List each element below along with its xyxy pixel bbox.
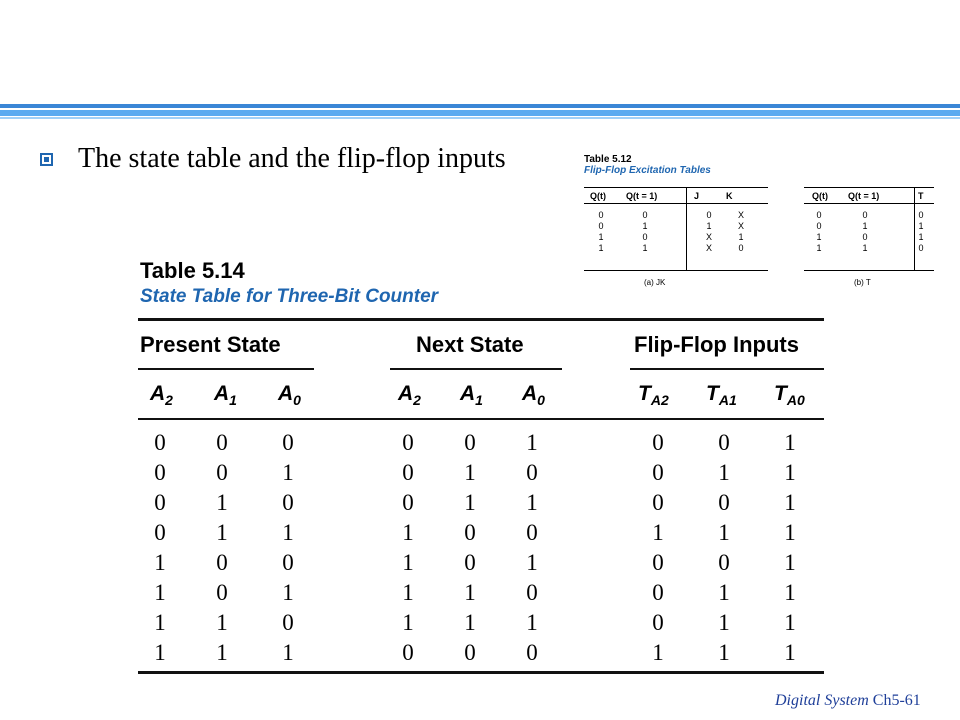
jk-cell: 1 — [706, 221, 712, 231]
column-header — [638, 382, 669, 408]
column-header-letter: T — [706, 382, 719, 405]
column-header — [522, 382, 545, 408]
table-cell: 1 — [154, 580, 166, 605]
t-cell: 1 — [816, 243, 822, 253]
table-cell: 1 — [216, 520, 228, 545]
table-cell: 0 — [526, 460, 538, 485]
jk-cell: 0 — [642, 210, 648, 220]
table-cell: 1 — [216, 490, 228, 515]
table-cell: 1 — [282, 580, 294, 605]
table-cell: 1 — [784, 640, 796, 665]
table-cell: 0 — [154, 460, 166, 485]
t-cell: 0 — [862, 210, 868, 220]
table-cell: 1 — [154, 640, 166, 665]
jk-cell: X — [705, 243, 712, 253]
t-cell: 0 — [816, 210, 822, 220]
jk-header: J — [694, 191, 700, 201]
state-table-label: Table 5.14 — [140, 258, 245, 283]
table-cell: 0 — [282, 430, 294, 455]
state-table — [138, 258, 838, 688]
jk-cell: 0 — [598, 210, 604, 220]
table-cell: 1 — [784, 490, 796, 515]
table-cell: 0 — [464, 550, 476, 575]
t-divider — [914, 187, 915, 270]
table-cell: 0 — [216, 430, 228, 455]
group-heading: Flip-Flop Inputs — [634, 332, 799, 357]
column-header — [460, 382, 483, 408]
table-cell: 0 — [402, 460, 414, 485]
table-cell: 1 — [464, 580, 476, 605]
table-cell: 0 — [526, 520, 538, 545]
jk-cell: 0 — [738, 243, 744, 253]
table-cell: 0 — [464, 640, 476, 665]
table-cell: 0 — [652, 580, 664, 605]
jk-cell: 1 — [642, 221, 648, 231]
jk-caption: (a) JK — [644, 278, 666, 287]
table-cell: 1 — [154, 550, 166, 575]
t-cell: 0 — [918, 243, 924, 253]
table-cell: 1 — [526, 430, 538, 455]
table-cell: 1 — [784, 460, 796, 485]
group-underline-inputs — [630, 368, 824, 370]
table-cell: 0 — [282, 610, 294, 635]
table-cell: 1 — [784, 430, 796, 455]
table-cell: 1 — [784, 550, 796, 575]
jk-cell: 0 — [598, 221, 604, 231]
column-header — [398, 382, 421, 408]
table-cell: 1 — [402, 550, 414, 575]
column-header-subscript: 2 — [413, 392, 421, 409]
excitation-table-title: Flip-Flop Excitation Tables — [584, 165, 711, 176]
jk-top-rule — [584, 187, 768, 188]
table-cell: 0 — [402, 490, 414, 515]
jk-header-rule — [584, 203, 768, 204]
bullet-text: The state table and the flip-flop inputs — [78, 143, 506, 174]
table-cell: 0 — [652, 490, 664, 515]
column-header-subscript: 0 — [537, 392, 545, 409]
bottom-rule — [138, 671, 824, 674]
t-cell: 1 — [862, 221, 868, 231]
table-cell: 1 — [652, 520, 664, 545]
table-cell: 1 — [784, 520, 796, 545]
jk-cell: 1 — [738, 232, 744, 242]
excitation-table-label: Table 5.12 — [584, 154, 632, 165]
table-cell: 1 — [718, 640, 730, 665]
t-cell: 1 — [816, 232, 822, 242]
column-header-letter: A — [460, 382, 476, 405]
table-cell: 1 — [784, 610, 796, 635]
t-cell: 1 — [918, 232, 924, 242]
table-cell: 1 — [718, 610, 730, 635]
header-rule — [138, 418, 824, 420]
table-cell: 1 — [718, 580, 730, 605]
table-cell: 1 — [216, 610, 228, 635]
table-cell: 1 — [154, 610, 166, 635]
bullet-icon — [40, 153, 53, 166]
group-underline-next — [390, 368, 562, 370]
t-cell: 1 — [918, 221, 924, 231]
table-cell: 0 — [464, 520, 476, 545]
table-cell: 1 — [402, 520, 414, 545]
slide-footer — [775, 692, 921, 710]
table-cell: 1 — [282, 460, 294, 485]
header-stripe — [0, 104, 960, 120]
column-header — [706, 382, 737, 408]
table-cell: 1 — [718, 520, 730, 545]
footer-page-number: Ch5-61 — [872, 692, 921, 709]
column-header-letter: A — [398, 382, 414, 405]
column-header-subscript: A2 — [650, 392, 669, 409]
table-cell: 1 — [718, 460, 730, 485]
table-cell: 1 — [784, 580, 796, 605]
table-cell: 1 — [464, 490, 476, 515]
table-cell: 1 — [464, 460, 476, 485]
column-header-letter: A — [214, 382, 230, 405]
table-cell: 0 — [718, 490, 730, 515]
table-cell: 1 — [282, 520, 294, 545]
table-cell: 1 — [526, 610, 538, 635]
table-cell: 0 — [216, 550, 228, 575]
table-cell: 0 — [154, 520, 166, 545]
table-cell: 0 — [282, 550, 294, 575]
column-header — [150, 382, 173, 408]
column-header-subscript: A0 — [786, 392, 805, 409]
column-header-subscript: 1 — [475, 392, 483, 409]
table-cell: 0 — [282, 490, 294, 515]
top-rule — [138, 318, 824, 321]
jk-cell: X — [705, 232, 712, 242]
table-cell: 0 — [652, 610, 664, 635]
jk-cell: 0 — [706, 210, 712, 220]
jk-cell: X — [737, 210, 744, 220]
jk-header: K — [726, 191, 733, 201]
table-cell: 0 — [154, 430, 166, 455]
group-heading: Present State — [140, 332, 281, 357]
table-cell: 1 — [402, 610, 414, 635]
column-header-letter: A — [150, 382, 166, 405]
table-cell: 0 — [718, 430, 730, 455]
column-header-subscript: 2 — [165, 392, 173, 409]
table-cell: 0 — [526, 640, 538, 665]
column-header-letter: A — [278, 382, 294, 405]
column-header-subscript: 0 — [293, 392, 301, 409]
table-cell: 1 — [402, 580, 414, 605]
column-header — [774, 382, 805, 408]
table-cell: 0 — [402, 640, 414, 665]
table-cell: 0 — [718, 550, 730, 575]
column-header-letter: A — [522, 382, 538, 405]
t-header: Q(t = 1) — [848, 191, 880, 201]
table-cell: 0 — [652, 430, 664, 455]
table-cell: 1 — [652, 640, 664, 665]
jk-cell: 1 — [598, 232, 604, 242]
table-cell: 1 — [282, 640, 294, 665]
table-cell: 0 — [652, 550, 664, 575]
table-cell: 0 — [216, 460, 228, 485]
table-cell: 0 — [464, 430, 476, 455]
column-header-letter: T — [774, 382, 787, 405]
table-cell: 0 — [216, 580, 228, 605]
table-cell: 0 — [154, 490, 166, 515]
t-cell: 0 — [918, 210, 924, 220]
jk-header: Q(t) — [590, 191, 606, 201]
t-header: Q(t) — [812, 191, 828, 201]
table-cell: 1 — [526, 490, 538, 515]
column-header-subscript: A1 — [718, 392, 737, 409]
t-cell: 0 — [862, 232, 868, 242]
jk-cell: 0 — [642, 232, 648, 242]
column-header — [278, 382, 301, 408]
jk-header: Q(t = 1) — [626, 191, 658, 201]
table-cell: 0 — [526, 580, 538, 605]
footer-course: Digital System — [775, 692, 869, 709]
table-cell: 1 — [464, 610, 476, 635]
table-cell: 1 — [216, 640, 228, 665]
t-header: T — [918, 191, 924, 201]
t-cell: 0 — [816, 221, 822, 231]
t-cell: 1 — [862, 243, 868, 253]
jk-cell: X — [737, 221, 744, 231]
group-underline-present — [138, 368, 314, 370]
table-cell: 0 — [652, 460, 664, 485]
column-header-letter: T — [638, 382, 651, 405]
state-table-title: State Table for Three-Bit Counter — [140, 286, 439, 307]
t-caption: (b) T — [854, 278, 871, 287]
table-cell: 1 — [526, 550, 538, 575]
table-cell: 0 — [402, 430, 414, 455]
column-header — [214, 382, 237, 408]
column-header-subscript: 1 — [229, 392, 237, 409]
group-heading: Next State — [416, 332, 524, 357]
jk-cell: 1 — [598, 243, 604, 253]
jk-cell: 1 — [642, 243, 648, 253]
